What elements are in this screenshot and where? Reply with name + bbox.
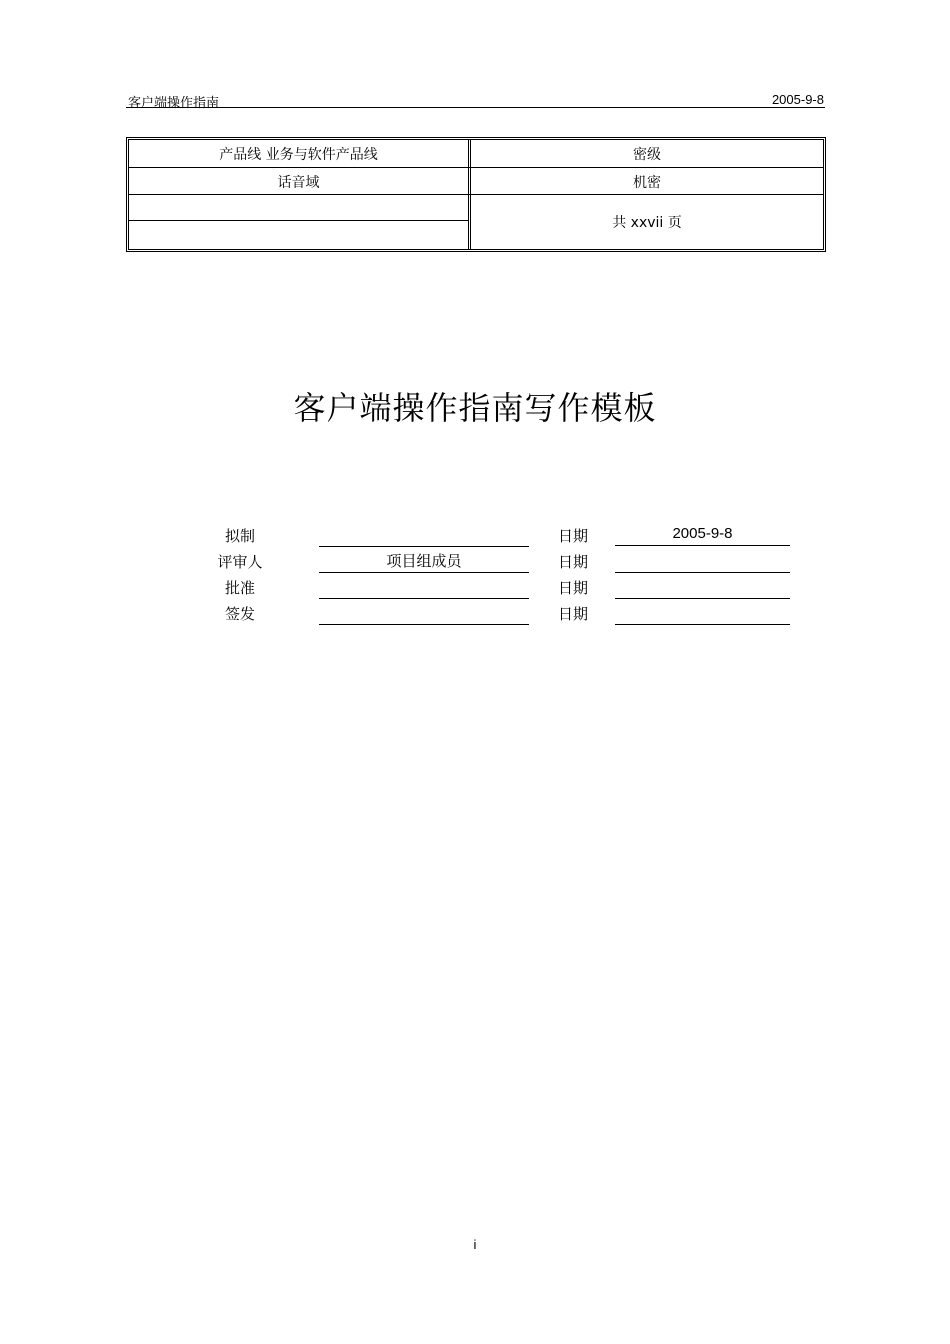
signoff-role-label: 批准 [224,579,255,597]
document-info-table [126,137,826,252]
signoff-person-field [319,576,529,599]
signoff-date-field [615,602,790,625]
signoff-role-label: 签发 [224,605,255,623]
domain-cell: 话音域 [277,174,320,191]
signoff-person-field [319,602,529,625]
signoff-person-field [319,524,529,547]
classification-value-cell: 机密 [633,174,661,191]
signoff-role-label: 拟制 [224,527,255,545]
signoff-date-label: 日期 [557,605,588,623]
document-title: 客户端操作指南写作模板 [293,389,657,427]
signoff-person-field: 项目组成员 [319,550,529,573]
header-document-name: 客户端操作指南 [128,96,220,111]
signoff-date-field [615,550,790,573]
total-pages-cell: 共 xxvii 页 [612,215,682,231]
signoff-role-label: 评审人 [217,553,263,571]
page-number: i [473,1237,477,1252]
blank-cell [129,221,468,249]
header-divider [126,107,825,108]
signoff-date-label: 日期 [557,527,588,545]
product-line-cell: 产品线 业务与软件产品线 [219,146,378,163]
signoff-date-label: 日期 [557,579,588,597]
header-date: 2005-9-8 [771,92,824,107]
signoff-date-field [615,576,790,599]
signoff-date-label: 日期 [557,553,588,571]
classification-label-cell: 密级 [633,146,661,163]
signoff-date-field: 2005-9-8 [615,523,790,546]
blank-cell [129,195,468,220]
